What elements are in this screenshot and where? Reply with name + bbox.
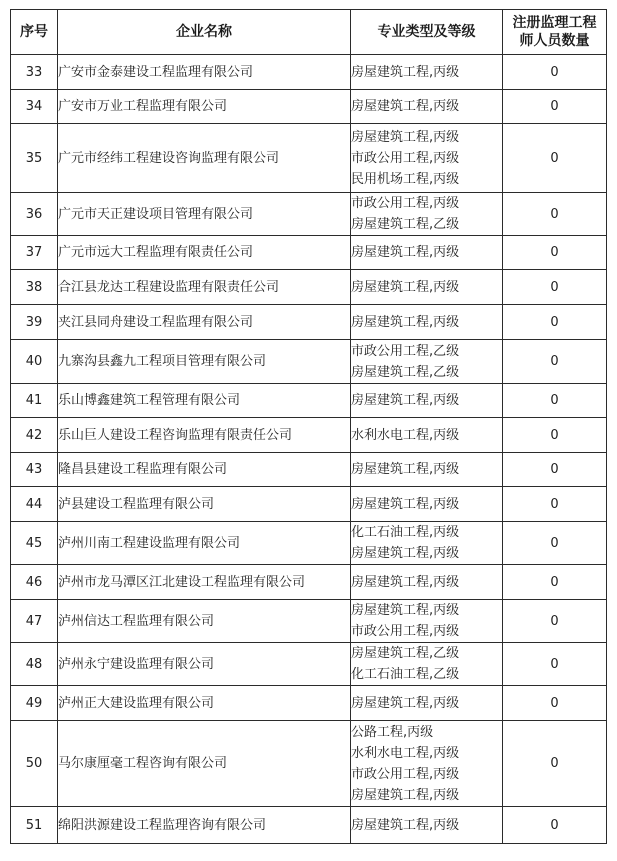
- row-seq: 49: [11, 686, 58, 721]
- row-seq: 51: [11, 807, 58, 844]
- qualification-line: 房屋建筑工程,丙级: [351, 546, 460, 561]
- table-row: [11, 807, 607, 844]
- qualification-line: 房屋建筑工程,丙级: [351, 817, 460, 833]
- qualification-line: 房屋建筑工程,丙级: [351, 245, 460, 260]
- qualification-line: 房屋建筑工程,丙级: [351, 496, 460, 512]
- header-name: 企业名称: [58, 10, 351, 55]
- row-seq: 35: [11, 124, 58, 193]
- row-engineer-count: 0: [503, 305, 607, 340]
- row-company-name: 广安市万业工程监理有限公司: [58, 90, 351, 124]
- table-header: [11, 10, 607, 55]
- row-seq: 42: [11, 418, 58, 453]
- qualification-line: 房屋建筑工程,丙级: [351, 603, 460, 618]
- table-row: [11, 236, 607, 270]
- row-seq: 44: [11, 487, 58, 522]
- qualification-line: 市政公用工程,丙级: [351, 624, 460, 639]
- table-row: [11, 193, 607, 236]
- table-row: [11, 565, 607, 600]
- row-qualification-types: [351, 384, 503, 418]
- row-seq: 46: [11, 565, 58, 600]
- row-seq: 45: [11, 522, 58, 565]
- table-row: [11, 90, 607, 124]
- row-company-name: 广安市金泰建设工程监理有限公司: [58, 55, 351, 90]
- qualification-line: 水利水电工程,丙级: [351, 745, 460, 761]
- row-qualification-types: [351, 236, 503, 270]
- qualification-line: 房屋建筑工程,丙级: [351, 393, 460, 408]
- row-seq: 43: [11, 453, 58, 487]
- table-body: [11, 55, 607, 844]
- row-company-name: 乐山巨人建设工程咨询监理有限责任公司: [58, 418, 351, 453]
- row-qualification-types: [351, 807, 503, 844]
- row-engineer-count: 0: [503, 686, 607, 721]
- qualification-line: 水利水电工程,丙级: [351, 427, 460, 443]
- table-row: [11, 686, 607, 721]
- qualification-line: 房屋建筑工程,丙级: [351, 99, 460, 114]
- row-company-name: 泸州正大建设监理有限公司: [58, 686, 351, 721]
- row-engineer-count: 0: [503, 124, 607, 193]
- row-seq: 33: [11, 55, 58, 90]
- row-engineer-count: 0: [503, 721, 607, 807]
- table-row: [11, 305, 607, 340]
- row-seq: 50: [11, 721, 58, 807]
- header-row: [11, 10, 607, 55]
- row-seq: 47: [11, 600, 58, 643]
- row-engineer-count: 0: [503, 565, 607, 600]
- row-qualification-types: [351, 600, 503, 643]
- row-engineer-count: 0: [503, 193, 607, 236]
- row-qualification-types: [351, 721, 503, 807]
- qualification-line: 房屋建筑工程,乙级: [351, 646, 460, 661]
- table-row: [11, 600, 607, 643]
- row-qualification-types: [351, 418, 503, 453]
- row-seq: 40: [11, 340, 58, 384]
- qualification-line: 房屋建筑工程,丙级: [351, 129, 460, 145]
- row-company-name: 广元市远大工程监理有限责任公司: [58, 236, 351, 270]
- qualification-line: 房屋建筑工程,丙级: [351, 695, 460, 711]
- row-company-name: 隆昌县建设工程监理有限公司: [58, 453, 351, 487]
- qualification-line: 市政公用工程,丙级: [351, 766, 460, 782]
- table-row: [11, 522, 607, 565]
- row-company-name: 泸县建设工程监理有限公司: [58, 487, 351, 522]
- row-engineer-count: 0: [503, 807, 607, 844]
- table-row: [11, 487, 607, 522]
- row-company-name: 泸州市龙马潭区江北建设工程监理有限公司: [58, 565, 351, 600]
- row-company-name: 马尔康厘毫工程咨询有限公司: [58, 721, 351, 807]
- row-engineer-count: 0: [503, 418, 607, 453]
- qualification-line: 市政公用工程,乙级: [351, 343, 460, 359]
- row-qualification-types: [351, 305, 503, 340]
- row-qualification-types: [351, 193, 503, 236]
- qualification-line: 房屋建筑工程,丙级: [351, 279, 460, 295]
- row-qualification-types: [351, 522, 503, 565]
- row-engineer-count: 0: [503, 600, 607, 643]
- qualification-line: 民用机场工程,丙级: [351, 171, 460, 187]
- row-qualification-types: [351, 686, 503, 721]
- header-types: 专业类型及等级: [351, 10, 503, 55]
- row-engineer-count: 0: [503, 643, 607, 686]
- row-qualification-types: [351, 55, 503, 90]
- row-qualification-types: [351, 90, 503, 124]
- row-seq: 48: [11, 643, 58, 686]
- table-row: [11, 643, 607, 686]
- qualification-line: 房屋建筑工程,丙级: [351, 787, 460, 803]
- qualification-line: 化工石油工程,丙级: [351, 525, 460, 540]
- row-company-name: 泸州川南工程建设监理有限公司: [58, 522, 351, 565]
- qualification-line: 化工石油工程,乙级: [351, 667, 460, 682]
- row-engineer-count: 0: [503, 236, 607, 270]
- row-company-name: 夹江县同舟建设工程监理有限公司: [58, 305, 351, 340]
- row-engineer-count: 0: [503, 90, 607, 124]
- row-seq: 38: [11, 270, 58, 305]
- header-count: [503, 10, 607, 55]
- qualification-line: 市政公用工程,丙级: [351, 196, 460, 211]
- row-company-name: 合江县龙达工程建设监理有限责任公司: [58, 270, 351, 305]
- row-company-name: 绵阳洪源建设工程监理咨询有限公司: [58, 807, 351, 844]
- row-company-name: 乐山博鑫建筑工程管理有限公司: [58, 384, 351, 418]
- table-row: [11, 721, 607, 807]
- row-seq: 41: [11, 384, 58, 418]
- row-qualification-types: [351, 270, 503, 305]
- table-row: [11, 418, 607, 453]
- row-engineer-count: 0: [503, 522, 607, 565]
- row-qualification-types: [351, 124, 503, 193]
- header-seq: 序号: [11, 10, 58, 55]
- table-row: [11, 384, 607, 418]
- header-count-line: 注册监理工程: [512, 15, 597, 31]
- row-engineer-count: 0: [503, 384, 607, 418]
- qualification-line: 公路工程,丙级: [351, 724, 434, 740]
- table-row: [11, 340, 607, 384]
- qualification-line: 房屋建筑工程,丙级: [351, 64, 460, 80]
- qualification-line: 房屋建筑工程,丙级: [351, 462, 460, 477]
- row-qualification-types: [351, 565, 503, 600]
- row-engineer-count: 0: [503, 340, 607, 384]
- row-seq: 36: [11, 193, 58, 236]
- table-row: [11, 124, 607, 193]
- row-company-name: 广元市经纬工程建设咨询监理有限公司: [58, 124, 351, 193]
- qualification-line: 房屋建筑工程,乙级: [351, 217, 460, 232]
- row-company-name: 九寨沟县鑫九工程项目管理有限公司: [58, 340, 351, 384]
- row-engineer-count: 0: [503, 55, 607, 90]
- row-seq: 34: [11, 90, 58, 124]
- enterprise-table: [10, 9, 607, 844]
- row-company-name: 泸州信达工程监理有限公司: [58, 600, 351, 643]
- qualification-line: 房屋建筑工程,丙级: [351, 574, 460, 590]
- row-engineer-count: 0: [503, 453, 607, 487]
- qualification-line: 房屋建筑工程,乙级: [351, 364, 460, 380]
- row-qualification-types: [351, 643, 503, 686]
- row-qualification-types: [351, 340, 503, 384]
- row-company-name: 泸州永宁建设监理有限公司: [58, 643, 351, 686]
- row-engineer-count: 0: [503, 270, 607, 305]
- row-seq: 39: [11, 305, 58, 340]
- row-seq: 37: [11, 236, 58, 270]
- header-count-line: 师人员数量: [519, 33, 590, 49]
- table-row: [11, 270, 607, 305]
- qualification-line: 房屋建筑工程,丙级: [351, 314, 460, 330]
- qualification-line: 市政公用工程,丙级: [351, 150, 460, 166]
- table-row: [11, 453, 607, 487]
- table-row: [11, 55, 607, 90]
- row-qualification-types: [351, 453, 503, 487]
- row-qualification-types: [351, 487, 503, 522]
- row-engineer-count: 0: [503, 487, 607, 522]
- row-company-name: 广元市天正建设项目管理有限公司: [58, 193, 351, 236]
